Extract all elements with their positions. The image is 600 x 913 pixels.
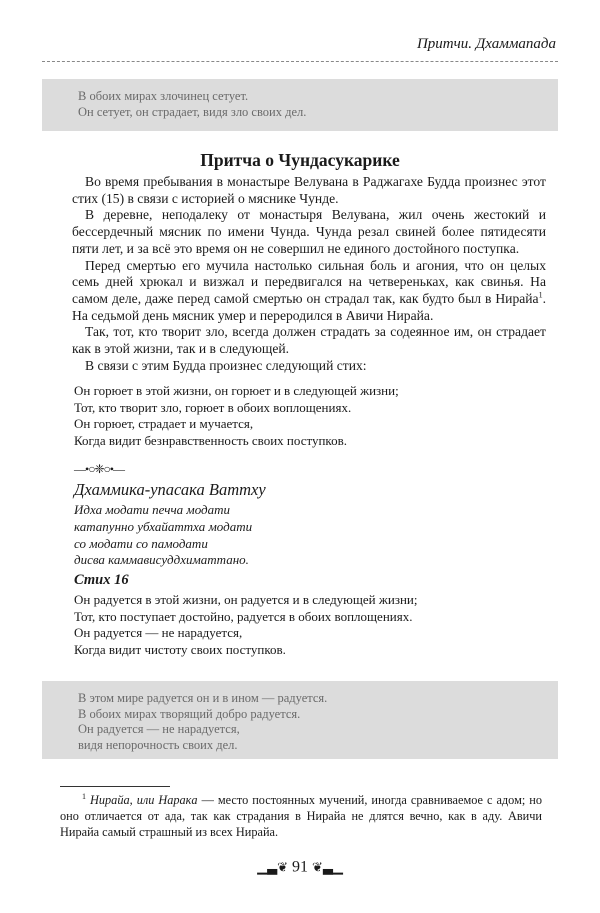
pali-verse (74, 502, 252, 569)
header-rule (42, 61, 558, 62)
verse-line: Когда видит чистоту своих поступков. (74, 641, 286, 657)
quote-line: В обоих мирах творящий добро радуется. (78, 706, 301, 721)
section-title: Дхаммика-упасака Ваттху (74, 480, 266, 499)
footnote-text: — место постоянных мучений, иногда сравниваемое с адом; но оно отличается от ада, так как страдания в Нирайа не длятся вечно, как в аду. Авичи Нирайа самый страшный из всех Нирайа. (60, 793, 543, 839)
verse-line: Когда видит безнравственность своих поступков. (74, 432, 347, 448)
verse-line: Он радуется в этой жизни, он радуется и в следующей жизни; (74, 592, 418, 607)
verse-line: Он радуется — не нарадуется, (74, 625, 243, 641)
verse-16 (74, 592, 417, 658)
paragraph: Во время пребывания в монастыре Велувана в Раджагахе Будда произнес этот стих (15) в связи с историей о мяснике Чунде. (72, 174, 546, 206)
paragraph: В деревне, неподалеку от монастыря Велувана, жил очень жестокий и бессердечный мясник по имени Чунда. Чунда резал свиней более пятидесяти пяти лет, и за всё это время он не совершил не единого достойного поступка. (72, 207, 546, 256)
footnote-ref[interactable]: 1 (538, 290, 543, 300)
story-title: Притча о Чундасукарике (200, 150, 400, 170)
footnote-term: Нирайа, или Наракa (90, 793, 198, 807)
pali-line: со модати со памодати (74, 535, 208, 551)
verse-line: Он горюет, страдает и мучается, (74, 416, 254, 432)
page-number: 91 (292, 858, 308, 876)
epigraph-box-bottom (42, 681, 558, 759)
verse-15 (74, 383, 399, 449)
page-footer (0, 858, 600, 876)
running-header: Притчи. Дхаммапада (416, 36, 556, 52)
footnote (60, 793, 542, 840)
quote-line: Он радуется — не нарадуется, (78, 722, 240, 736)
paragraph-text: Перед смертью его мучила настолько сильная боль и агония, что он целых семь дней хрюкал и визжал и передвигался на четвереньках, как свинья. На самом деле, даже перед самой смертью он страдал так, как будто был в Нирайа (72, 257, 546, 306)
epigraph-box-top (42, 79, 558, 131)
pali-line: катапунно убхайаттха модати (74, 518, 253, 534)
ornament-right-icon: ❦▃▁ (312, 859, 343, 875)
pali-line: Идха модати печча модати (74, 502, 230, 517)
pali-line: дисва каммависуддхиматтано. (74, 552, 249, 568)
paragraph (72, 258, 546, 325)
quote-line: видя непорочность своих дел. (78, 737, 238, 752)
ornament-left-icon: ▁▃❦ (257, 859, 288, 875)
footnote-mark: 1 (82, 791, 86, 801)
quote-line: Он сетует, он страдает, видя зло своих дел. (78, 104, 307, 119)
footnote-rule (60, 786, 170, 787)
quote-line: В этом мире радуется он и в ином — радуется. (78, 691, 328, 705)
story-body (72, 174, 546, 374)
verse-line: Тот, кто творит зло, горюет в обоих воплощениях. (74, 399, 352, 415)
verse-line: Тот, кто поступает достойно, радуется в обоих воплощениях. (74, 608, 413, 624)
paragraph: Так, тот, кто творит зло, всегда должен страдать за содеянное им, он страдает как в этой жизни, так и в следующей. (72, 324, 546, 357)
paragraph: В связи с этим Будда произнес следующий стих: (85, 357, 367, 373)
quote-line: В обоих мирах злочинец сетует. (78, 89, 249, 103)
ornament-divider-icon: —•○❈○•— (74, 462, 124, 476)
verse-line: Он горюет в этой жизни, он горюет и в следующей жизни; (74, 383, 399, 398)
verse-label: Стих 16 (74, 572, 129, 588)
paragraph-text: . На седьмой день мясник умер и переродился в Авичи Нирайа. (72, 290, 546, 323)
